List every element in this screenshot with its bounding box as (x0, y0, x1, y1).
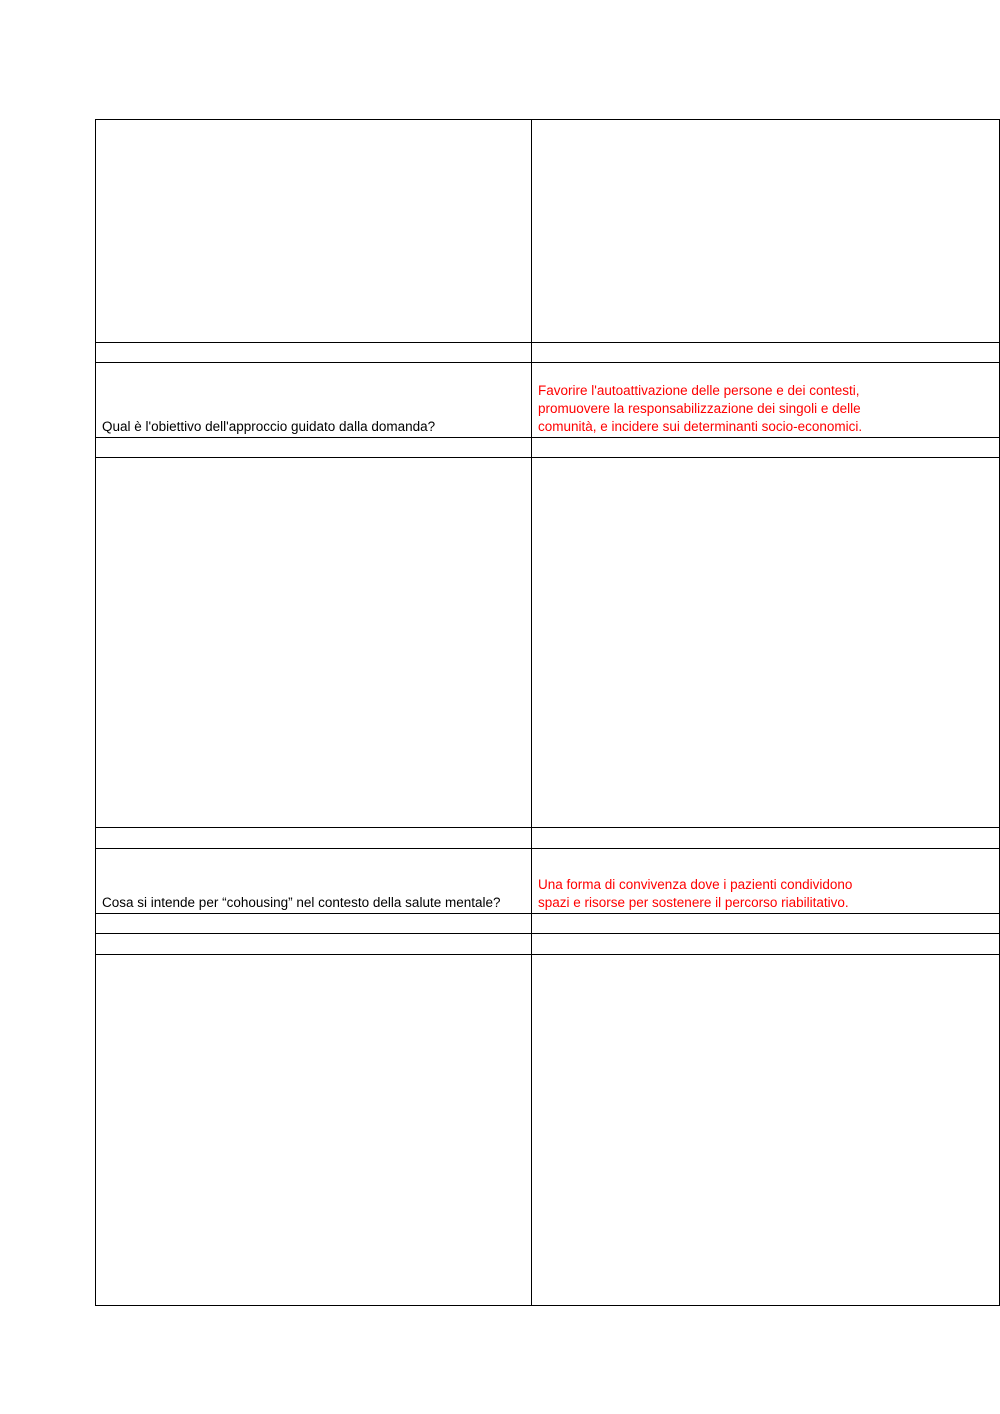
question-cell[interactable] (96, 828, 532, 849)
answer-cell[interactable] (532, 934, 1000, 955)
table-row (96, 438, 1000, 458)
table-row (96, 120, 1000, 343)
table-row (96, 343, 1000, 363)
question-cell[interactable] (96, 934, 532, 955)
question-cell[interactable] (96, 458, 532, 828)
answer-cell[interactable]: Favorire l'autoattivazione delle persone e dei contesti, promuovere la responsabilizzazione dei singoli e delle comunità, e incidere sui determinanti socio-economici. (532, 363, 1000, 438)
answer-cell[interactable] (532, 914, 1000, 934)
question-cell[interactable]: Cosa si intende per “cohousing” nel contesto della salute mentale? (96, 849, 532, 914)
table-row (96, 363, 1000, 438)
question-cell[interactable] (96, 438, 532, 458)
question-cell[interactable] (96, 120, 532, 343)
spreadsheet-grid (95, 119, 1000, 1306)
table-row (96, 849, 1000, 914)
question-cell[interactable] (96, 343, 532, 363)
table-row (96, 955, 1000, 1306)
answer-cell[interactable] (532, 120, 1000, 343)
table-row (96, 458, 1000, 828)
table-row (96, 828, 1000, 849)
answer-cell[interactable] (532, 343, 1000, 363)
table-row (96, 914, 1000, 934)
table-row (96, 934, 1000, 955)
answer-cell[interactable] (532, 955, 1000, 1306)
question-cell[interactable] (96, 914, 532, 934)
answer-cell[interactable] (532, 438, 1000, 458)
answer-cell[interactable] (532, 458, 1000, 828)
question-cell[interactable] (96, 955, 532, 1306)
question-cell[interactable]: Qual è l'obiettivo dell'approccio guidato dalla domanda? (96, 363, 532, 438)
answer-cell[interactable]: Una forma di convivenza dove i pazienti condividono spazi e risorse per sostenere il percorso riabilitativo. (532, 849, 1000, 914)
answer-cell[interactable] (532, 828, 1000, 849)
